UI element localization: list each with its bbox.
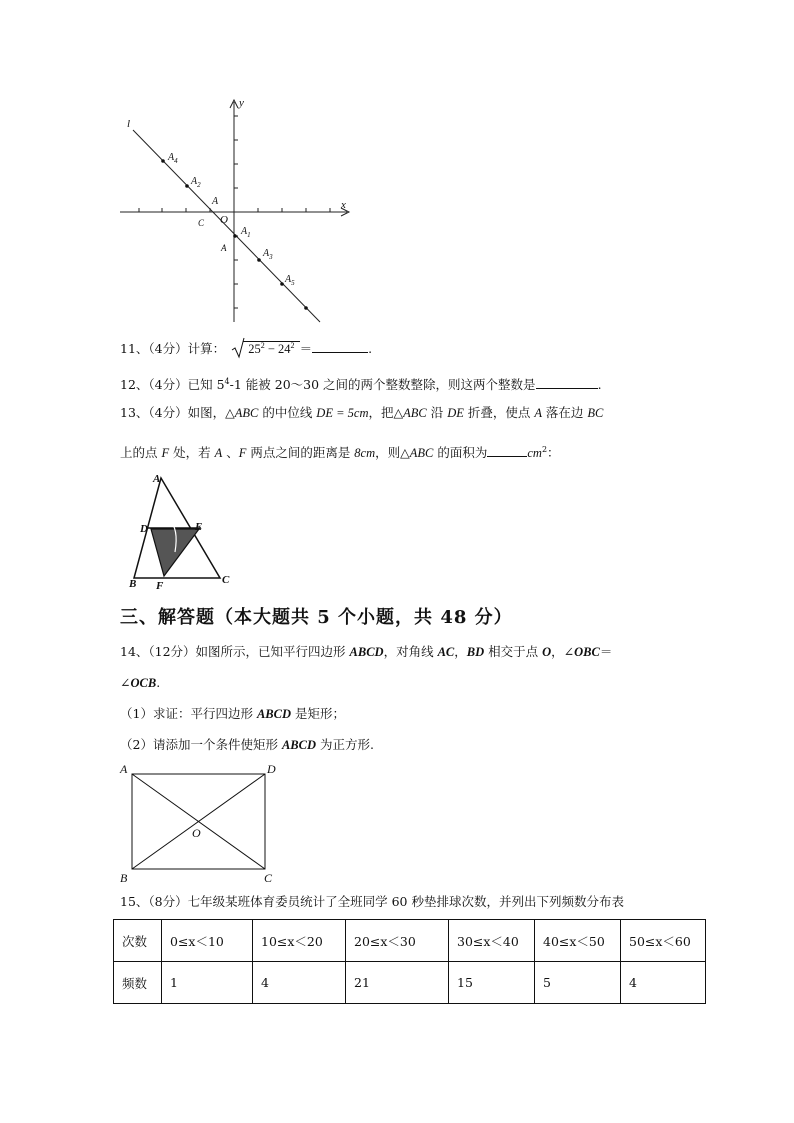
q11-end: . bbox=[368, 341, 373, 357]
q12-answer-blank[interactable] bbox=[536, 376, 598, 389]
tri-label-a: A bbox=[153, 473, 161, 485]
point-a5 bbox=[280, 282, 284, 286]
rect-label-a: A bbox=[120, 762, 128, 776]
q11-prefix: 11、（4分）计算： bbox=[120, 341, 226, 357]
coordinate-figure bbox=[115, 92, 360, 327]
line-l bbox=[133, 130, 320, 322]
label-x: x bbox=[341, 199, 346, 211]
table-cell: 15 bbox=[449, 962, 535, 1004]
tri-label-e: E bbox=[195, 521, 203, 533]
rect-label-c: C bbox=[264, 871, 273, 885]
question-14-line2: ∠OCB. bbox=[120, 675, 161, 690]
table-row bbox=[114, 962, 706, 1004]
label-c: C bbox=[198, 218, 205, 228]
sqrt-expression: $25^2 - 24^2$ bbox=[243, 341, 300, 356]
rectangle-figure bbox=[115, 760, 290, 888]
q12-text-b: -1 能被 20～30 之间的两个整数整除，则这两个整数是 bbox=[229, 377, 536, 393]
table-cell: 0≤x＜10 bbox=[162, 920, 253, 962]
label-origin: O bbox=[220, 214, 228, 226]
q12-text-a: 12、（4分）已知 5 bbox=[120, 377, 225, 393]
tri-label-b: B bbox=[129, 578, 137, 590]
question-11 bbox=[120, 337, 372, 359]
question-14-part1: （1）求证：平行四边形 ABCD 是矩形； bbox=[120, 706, 345, 721]
question-14-part2: （2）请添加一个条件使矩形 ABCD 为正方形. bbox=[120, 737, 374, 752]
point-a1 bbox=[233, 234, 237, 238]
table-cell: 4 bbox=[253, 962, 346, 1004]
point-a4 bbox=[161, 159, 165, 163]
point-a3 bbox=[257, 258, 261, 262]
table-cell: 10≤x＜20 bbox=[253, 920, 346, 962]
question-13-line1: 13、（4分）如图，△ABC 的中位线 DE = 5cm，把△ABC 沿 DE 折叠，使点 A 落在边 BC bbox=[120, 405, 604, 420]
q12-end: . bbox=[597, 377, 602, 393]
label-a4: $A_4$ bbox=[168, 152, 178, 165]
q13-answer-blank[interactable] bbox=[487, 444, 527, 457]
question-15: 15、（8分）七年级某班体育委员统计了全班同学 60 秒垫排球次数，并列出下列频数分布表 bbox=[120, 894, 624, 909]
label-y: y bbox=[239, 97, 244, 109]
table-cell: 4 bbox=[621, 962, 706, 1004]
table-cell: 5 bbox=[535, 962, 621, 1004]
question-13-line2: 上的点 F 处，若 A 、F 两点之间的距离是 8cm，则△ABC 的面积为 $cm^2$： bbox=[120, 445, 560, 461]
table-cell: 频数 bbox=[114, 962, 162, 1004]
q11-answer-blank[interactable] bbox=[312, 340, 368, 353]
label-a1: $A_1$ bbox=[241, 226, 251, 239]
table-cell: 30≤x＜40 bbox=[449, 920, 535, 962]
q12-exp: 4 bbox=[224, 377, 230, 386]
question-12 bbox=[120, 373, 602, 394]
label-a2: $A_2$ bbox=[191, 176, 201, 189]
frequency-table bbox=[113, 919, 706, 1004]
question-14-line1: 14、（12分）如图所示，已知平行四边形 ABCD，对角线 AC，BD 相交于点 O，∠OBC＝ bbox=[120, 644, 613, 659]
rect-label-b: B bbox=[120, 871, 128, 885]
table-cell: 21 bbox=[346, 962, 449, 1004]
tri-label-c: C bbox=[222, 574, 230, 586]
rect-label-d: D bbox=[267, 762, 276, 776]
label-l: l bbox=[127, 118, 131, 130]
label-a5: $A_5$ bbox=[285, 274, 295, 287]
point-a2 bbox=[185, 184, 189, 188]
label-a3: $A_3$ bbox=[263, 248, 273, 261]
tri-label-d: D bbox=[140, 523, 148, 535]
table-cell: 1 bbox=[162, 962, 253, 1004]
table-cell: 50≤x＜60 bbox=[621, 920, 706, 962]
triangle-figure bbox=[125, 472, 240, 590]
table-cell: 次数 bbox=[114, 920, 162, 962]
q11-equals: ＝ bbox=[299, 341, 313, 357]
tri-label-f: F bbox=[156, 580, 164, 590]
section-3-title: 三、解答题（本大题共 5 个小题，共 48 分） bbox=[120, 607, 513, 628]
label-a-below: A bbox=[221, 243, 227, 253]
table-cell: 20≤x＜30 bbox=[346, 920, 449, 962]
table-cell: 40≤x＜50 bbox=[535, 920, 621, 962]
table-header-row bbox=[114, 920, 706, 962]
rect-label-o: O bbox=[192, 826, 201, 840]
folded-triangle-def bbox=[151, 529, 199, 576]
label-a: A bbox=[212, 196, 219, 207]
point-end bbox=[304, 306, 308, 310]
